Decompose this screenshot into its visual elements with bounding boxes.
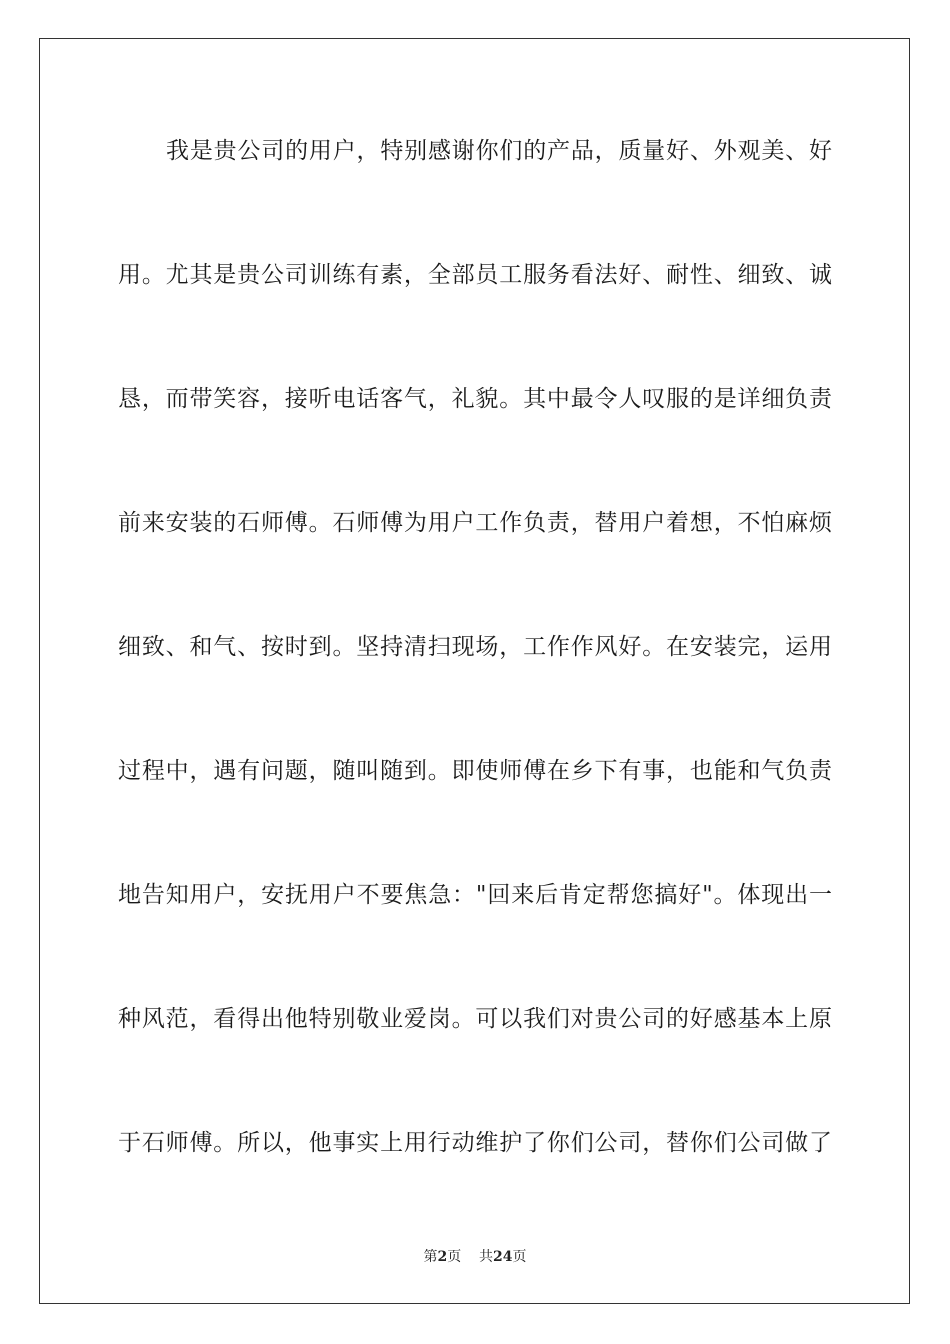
page-suffix: 页 bbox=[447, 1249, 462, 1265]
paragraph-line: 恳，而带笑容，接听电话客气，礼貌。其中最令人叹服的是详细负责 bbox=[118, 386, 832, 412]
paragraph-line: 我是贵公司的用户，特别感谢你们的产品，质量好、外观美、好 bbox=[166, 138, 832, 164]
paragraph-line: 过程中，遇有问题，随叫随到。即使师傅在乡下有事，也能和气负责 bbox=[118, 758, 832, 784]
page-border bbox=[39, 38, 910, 1304]
page-footer bbox=[0, 1247, 950, 1267]
page-prefix: 第 bbox=[423, 1249, 438, 1265]
total-pages: 24 bbox=[493, 1249, 513, 1265]
paragraph-line: 用。尤其是贵公司训练有素，全部员工服务看法好、耐性、细致、诚 bbox=[118, 262, 832, 288]
page-number: 2 bbox=[437, 1249, 448, 1265]
paragraph-line: 种风范，看得出他特别敬业爱岗。可以我们对贵公司的好感基本上原 bbox=[118, 1006, 832, 1032]
paragraph-line: 地告知用户，安抚用户不要焦急："回来后肯定帮您搞好"。体现出一 bbox=[118, 882, 832, 908]
paragraph-line: 细致、和气、按时到。坚持清扫现场，工作作风好。在安装完，运用 bbox=[118, 634, 832, 660]
total-suffix: 页 bbox=[512, 1249, 527, 1265]
paragraph-line: 于石师傅。所以，他事实上用行动维护了你们公司，替你们公司做了 bbox=[118, 1130, 832, 1156]
paragraph-line: 前来安装的石师傅。石师傅为用户工作负责，替用户着想，不怕麻烦 bbox=[118, 510, 832, 536]
total-prefix: 共 bbox=[479, 1249, 494, 1265]
